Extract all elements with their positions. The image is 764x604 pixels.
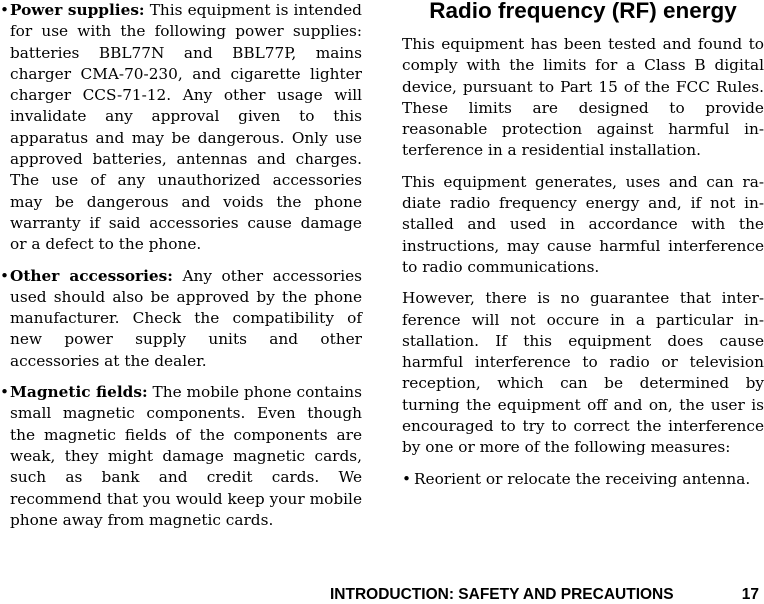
bullet-heading: Power supplies: (10, 1, 145, 19)
bullet-dot: • (402, 469, 412, 488)
bullet-magnetic-fields (0, 382, 362, 531)
paragraph-rf-emission: This equipment generates, uses and can radiate radio frequency energy and, if not installed and used in accordance with the instructions, may cause harmful interference to radio communications. (402, 172, 764, 276)
bullet-dot: • (0, 1, 10, 19)
paragraph-interference-measures: However, there is no guarantee that interference will not occure in a particular installation. If this equipment does cause harmful interference to radio or television reception, which can be determined by turning the equipment off and on, the user is encouraged to try to correct the interference by one or more of the following measures: (402, 289, 764, 457)
page-number: 17 (741, 586, 759, 603)
bullet-text: Reorient or relocate the receiving antenna. (414, 469, 751, 488)
bullet-text: This equipment is intended for use with the following power supplies: batteries BBL77N and BBL77P, mains charger CMA-70-230, and cigarette lighter charger CCS-71-12. Any other usage will invalidate any approval given to this apparatus and may be dangerous. Only use approved batteries, antennas and charges. The use of any unauthorized accessories may be dangerous and voids the phone warranty if said accessories cause damage or a defect to the phone. (10, 1, 362, 254)
bullet-dot: • (0, 383, 10, 402)
bullet-text: Any other accessories used should also be approved by the phone manufacturer. Check the compatibility of new power supply units and other accessories at the dealer. (10, 266, 362, 370)
footer-section-title: INTRODUCTION: SAFETY AND PRECAUTIONS (330, 586, 674, 603)
left-column (0, 0, 362, 541)
bullet-power-supplies (0, 0, 362, 256)
bullet-heading: Magnetic fields: (10, 383, 148, 402)
section-title: Radio frequency (RF) energy (429, 0, 737, 23)
bullet-other-accessories (0, 266, 362, 372)
bullet-reorient-antenna (402, 469, 764, 490)
right-column (402, 34, 764, 500)
paragraph-fcc-compliance: This equipment has been tested and found to comply with the limits for a Class B digital device, pursuant to Part 15 of the FCC Rules. These limits are designed to provide reasonable protection against harmful interference in a residential installation. (402, 35, 764, 160)
bullet-heading: Other accessories: (10, 266, 173, 285)
bullet-dot: • (0, 266, 10, 285)
bullet-text: The mobile phone contains small magnetic components. Even though the magnetic fields of the components are weak, they might damage magnetic cards, such as bank and credit cards. We recommend that you would keep your mobile phone away from magnetic cards. (10, 383, 362, 529)
